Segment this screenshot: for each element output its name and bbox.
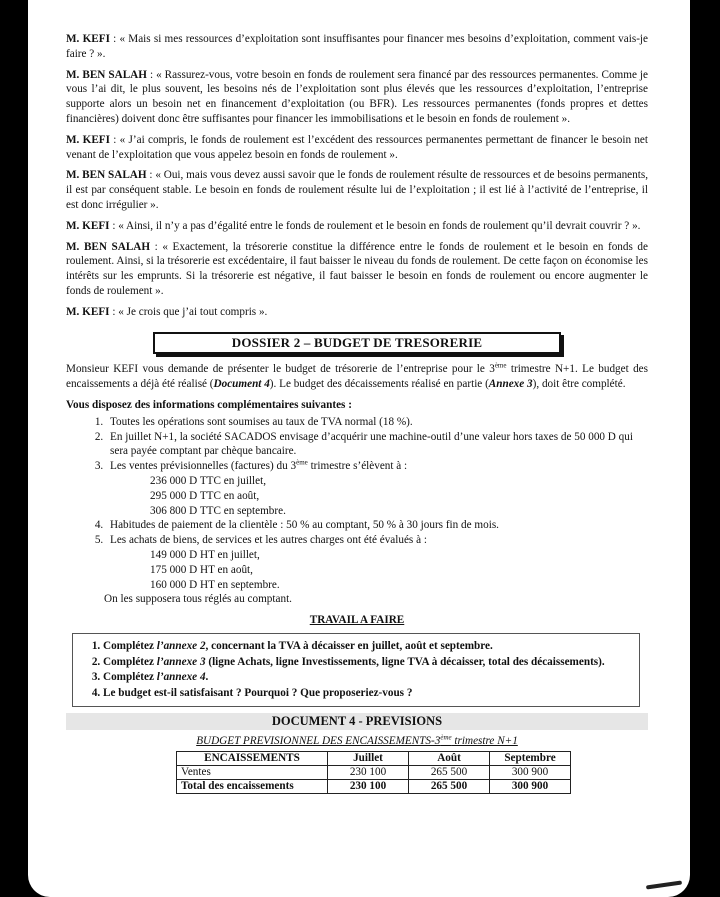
dialogue-text: : « Ainsi, il n’y a pas d’égalité entre le fonds de roulement et le besoin en fonds de roulement qu’il devrait couvrir ? ». <box>109 219 641 232</box>
ventes-line: 295 000 D TTC en août, <box>150 489 260 502</box>
speaker: M. BEN SALAH <box>66 68 147 81</box>
column-header: Septembre <box>490 751 571 765</box>
dialogue-text: : « J’ai compris, le fonds de roulement est l’excédent des ressources permanentes permettant de financer le besoin net venant de l’exploitation que vous appelez besoin en fonds de roulement ». <box>66 133 648 161</box>
list-item: 4. Habitudes de paiement de la clientèle : 50 % au comptant, 50 % à 30 jours fin de mois. <box>106 518 648 533</box>
annexe-reference: Annexe 3 <box>488 378 533 391</box>
ventes-list <box>110 474 648 518</box>
task-text: Complétez <box>103 655 157 668</box>
task-item <box>103 639 629 654</box>
table-cell: 300 900 <box>490 779 571 793</box>
task-text: Complétez <box>103 639 157 652</box>
encaissements-table <box>176 751 571 794</box>
dossier-title: DOSSIER 2 – BUDGET DE TRESORERIE <box>153 332 561 355</box>
speaker: M. KEFI <box>66 33 110 45</box>
pen-tip-icon <box>646 881 682 890</box>
task-item: 4. Le budget est-il satisfaisant ? Pourquoi ? Que proposeriez-vous ? <box>103 686 629 701</box>
achats-list <box>110 548 648 592</box>
row-label: Total des encaissements <box>177 779 328 793</box>
speaker: M. BEN SALAH <box>66 240 151 253</box>
superscript: ème <box>296 458 308 467</box>
table-cell: 265 500 <box>409 765 490 779</box>
table-cell: 230 100 <box>328 779 409 793</box>
achats-line: 149 000 D HT en juillet, <box>150 548 260 561</box>
list-item <box>106 459 648 518</box>
table-cell: 265 500 <box>409 779 490 793</box>
dialogue-line <box>66 32 648 62</box>
dialogue-line <box>66 168 648 212</box>
dialogue-line <box>66 68 648 127</box>
dialogue-line <box>66 133 648 163</box>
document-page <box>28 0 690 897</box>
column-header: Août <box>409 751 490 765</box>
dialogue-text: : « Oui, mais vous devez aussi savoir que le fonds de roulement résulte de ressources et de besoins permanents, il est par conséquent stable. Le besoin en fonds de roulement résulte lui de l’exploitation ; il est lié à l’activité de l’entreprise, il est donc irrégulier ». <box>66 169 648 211</box>
ventes-line: 306 800 D TTC en septembre. <box>150 504 286 517</box>
document4-subtitle <box>66 734 648 749</box>
list-item: 1. Toutes les opérations sont soumises au taux de TVA normal (18 %). <box>106 415 648 430</box>
table-cell: 300 900 <box>490 765 571 779</box>
speaker: M. BEN SALAH <box>66 169 147 182</box>
travail-title: TRAVAIL A FAIRE <box>309 614 405 627</box>
intro-paragraph <box>66 362 648 392</box>
intro-text: ), doit être complété. <box>532 378 626 391</box>
dialogue-text: : « Mais si mes ressources d’exploitation sont insuffisantes pour financer mes besoins d’exploitation, comment vais-je faire ? ». <box>66 33 648 60</box>
speaker: M. KEFI <box>66 133 110 146</box>
column-header: ENCAISSEMENTS <box>177 751 328 765</box>
task-text: (ligne Achats, ligne Investissements, ligne TVA à décaisser, total des décaissements). <box>205 655 605 668</box>
intro-text: trimestre N+1. Le budget des encaissements a déjà été réalisé ( <box>66 363 648 391</box>
column-header: Juillet <box>328 751 409 765</box>
list-item <box>106 533 648 592</box>
superscript: ème <box>440 733 452 742</box>
infos-list <box>66 415 648 593</box>
speaker: M. KEFI <box>66 305 110 318</box>
annexe-reference: l’annexe 2 <box>156 639 206 652</box>
subtitle-text: trimestre N+1 <box>451 734 518 747</box>
document4-title: DOCUMENT 4 - PREVISIONS <box>66 713 648 730</box>
task-item <box>103 655 629 670</box>
dialogue-line <box>66 240 648 299</box>
task-text: . <box>205 671 209 684</box>
list-item: 2. En juillet N+1, la société SACADOS envisage d’acquérir une machine-outil d’une valeur hors taxes de 50 000 D qui sera payée comptant par chèque bancaire. <box>106 430 648 460</box>
tasks-list <box>81 639 629 701</box>
annexe-reference: l’annexe 3 <box>156 655 206 668</box>
superscript: ème <box>494 361 507 370</box>
speaker: M. KEFI <box>66 219 110 232</box>
task-text: Complétez <box>103 671 157 684</box>
task-text: , concernant la TVA à décaisser en juillet, août et septembre. <box>205 639 493 652</box>
row-label: Ventes <box>177 765 328 779</box>
item-text: Les ventes prévisionnelles (factures) du 3 <box>110 460 297 473</box>
document-content <box>66 32 648 794</box>
ventes-line: 236 000 D TTC en juillet, <box>150 474 267 487</box>
achats-line: 160 000 D HT en septembre. <box>150 578 280 591</box>
table-header-row <box>177 751 571 765</box>
dialogue-text: : « Rassurez-vous, votre besoin en fonds de roulement sera financé par des ressources permanentes. Comme je vous l’ai dit, le plus souvent, les besoins nés de l’exploitation sont plus élevés que les ressources d’exploitation, l’entreprise supporte alors un besoin net en financement d’exploitation (ou BFR). Les ressources permanentes (fonds propres et dettes financières) doivent donc être suffisantes pour financer les immobilisations et le besoin en fonds de roulement ». <box>66 68 649 125</box>
infos-title: Vous disposez des informations complémentaires suivantes : <box>66 398 352 411</box>
intro-text: ). Le budget des décaissements réalisé en partie ( <box>269 378 489 391</box>
annexe-reference: l’annexe 4 <box>156 671 206 684</box>
document-reference: Document 4 <box>213 378 270 391</box>
dialogue-text: : « Je crois que j’ai tout compris ». <box>109 305 268 318</box>
note-line: On les supposera tous réglés au comptant. <box>104 593 292 606</box>
table-cell: 230 100 <box>328 765 409 779</box>
dialogue-text: : « Exactement, la trésorerie constitue la différence entre le fonds de roulement et le besoin en fonds de roulement. Ainsi, si la trésorerie est excédentaire, il faut baisser le niveau du fonds de roulement. De cette façon on économise les intérêts sur les emprunts. Si la trésorerie est négative, il faut baisser le besoin en fonds de roulement ou encore augmenter le fonds de roulement ». <box>66 240 648 297</box>
item-text: trimestre s’élèvent à : <box>307 460 408 473</box>
dialogue-line <box>66 219 648 234</box>
dialogue-line <box>66 305 648 320</box>
task-item <box>103 670 629 685</box>
table-row-total <box>177 779 571 793</box>
intro-text: Monsieur KEFI vous demande de présenter le budget de trésorerie de l’entreprise pour le 3 <box>66 363 495 376</box>
table-row <box>177 765 571 779</box>
subtitle-text: BUDGET PREVISIONNEL DES ENCAISSEMENTS-3 <box>196 734 441 747</box>
tasks-box <box>72 633 640 707</box>
item-text: Les achats de biens, de services et les autres charges ont été évalués à : <box>110 534 427 547</box>
achats-line: 175 000 D HT en août, <box>150 563 253 576</box>
